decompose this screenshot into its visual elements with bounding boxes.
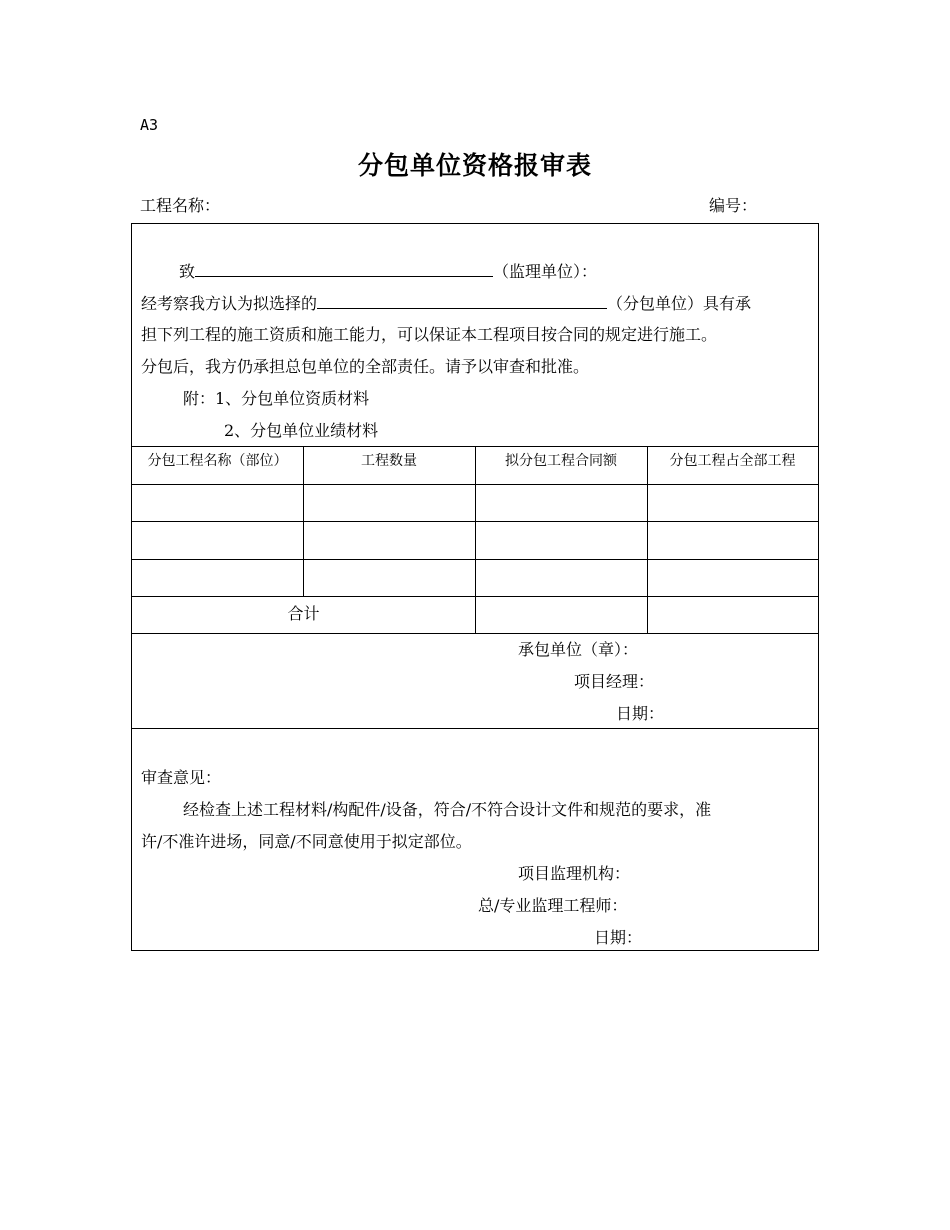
table-bottom-border bbox=[132, 633, 818, 634]
table-col-divider bbox=[475, 446, 476, 633]
application-line-4: 分包后，我方仍承担总包单位的全部责任。请予以审查和批准。 bbox=[141, 357, 590, 376]
attachment-1: 附：1、分包单位资质材料 bbox=[183, 389, 370, 408]
signature-date-label: 日期： bbox=[616, 704, 665, 723]
project-name-label: 工程名称： bbox=[140, 196, 221, 215]
supervisor-unit-blank[interactable] bbox=[195, 258, 493, 277]
table-col-divider bbox=[647, 446, 648, 633]
application-form bbox=[131, 223, 819, 951]
project-manager-label: 项目经理： bbox=[574, 672, 655, 691]
number-label: 编号： bbox=[709, 196, 758, 215]
contractor-seal-label: 承包单位（章）： bbox=[518, 640, 639, 659]
page-title: 分包单位资格报审表 bbox=[357, 151, 592, 180]
form-code: A3 bbox=[140, 116, 159, 134]
section-divider bbox=[132, 728, 818, 729]
supervision-org-label: 项目监理机构： bbox=[518, 864, 631, 883]
review-heading: 审查意见： bbox=[141, 768, 222, 787]
review-date-label: 日期： bbox=[594, 928, 643, 947]
column-header-quantity: 工程数量 bbox=[361, 453, 417, 469]
line2-prefix: 经考察我方认为拟选择的 bbox=[141, 294, 318, 313]
to-suffix: （监理单位）： bbox=[493, 262, 598, 281]
column-header-share: 分包工程占全部工程 bbox=[669, 453, 796, 469]
column-header-contract-amount: 拟分包工程合同额 bbox=[505, 453, 617, 469]
subcontractor-blank[interactable] bbox=[317, 290, 607, 309]
review-line-2: 许/不准许进场，同意/不同意使用于拟定部位。 bbox=[141, 832, 472, 851]
review-line-1: 经检查上述工程材料/构配件/设备，符合/不符合设计文件和规范的要求，准 bbox=[183, 800, 712, 819]
subcontractor-line bbox=[141, 290, 751, 314]
addressee-line bbox=[179, 258, 597, 282]
attachment-2: 2、分包单位业绩材料 bbox=[224, 421, 379, 440]
total-label: 合计 bbox=[287, 604, 320, 623]
to-prefix: 致 bbox=[179, 262, 196, 281]
application-line-3: 担下列工程的施工资质和施工能力，可以保证本工程项目按合同的规定进行施工。 bbox=[141, 325, 718, 344]
supervision-engineer-label: 总/专业监理工程师： bbox=[478, 896, 628, 915]
line2-suffix: （分包单位）具有承 bbox=[607, 294, 752, 313]
column-header-name: 分包工程名称（部位） bbox=[147, 453, 288, 469]
